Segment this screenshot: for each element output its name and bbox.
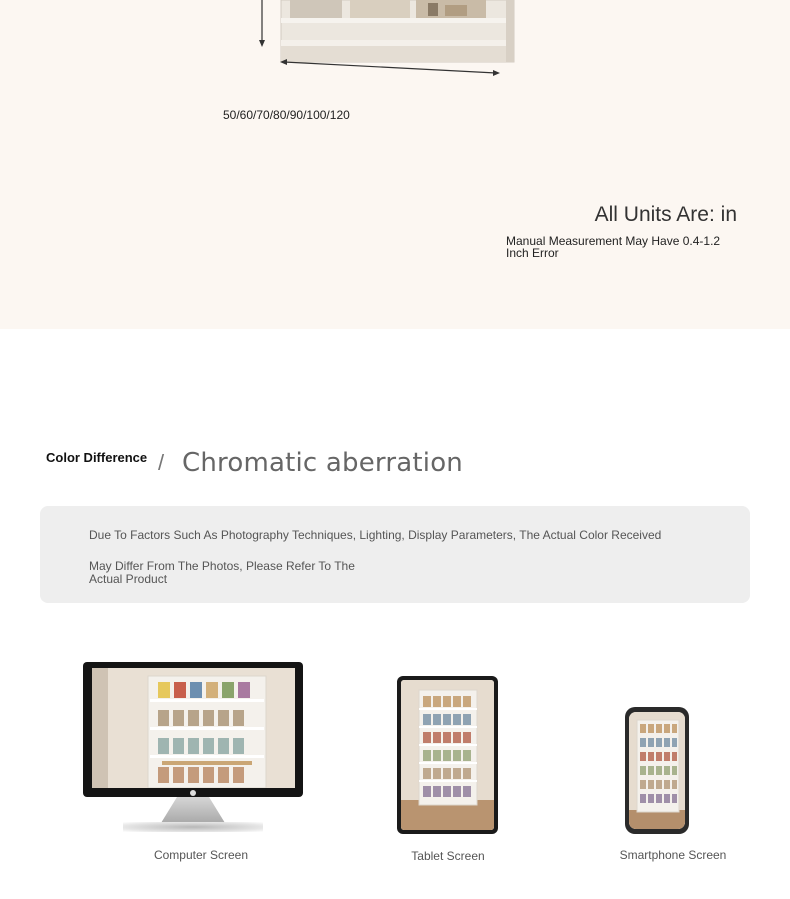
color-difference-label: Color Difference (46, 450, 148, 465)
monitor-screen-image (92, 668, 295, 788)
computer-screen-label: Computer Screen (153, 848, 249, 862)
apple-logo-icon (190, 790, 196, 796)
smartphone-screen-image (629, 712, 685, 829)
tablet-frame (397, 676, 498, 834)
chromatic-aberration-heading: Chromatic aberration (182, 448, 463, 478)
measurement-error-note: Manual Measurement May Have 0.4-1.2 Inch Error (506, 234, 721, 260)
color-notice-box (40, 506, 750, 603)
monitor-frame (83, 662, 303, 797)
tablet-icon (397, 676, 498, 834)
monitor-icon (83, 662, 303, 837)
monitor-stand (161, 797, 225, 823)
shelf-dimension-illustration (250, 0, 530, 85)
notice-text-line1: Due To Factors Such As Photography Techniques, Lighting, Display Parameters, The Actual Color Received (89, 528, 662, 542)
smartphone-screen-label: Smartphone Screen (619, 848, 727, 862)
heading-separator: / (158, 450, 165, 475)
notice-text-line2: May Differ From The Photos, Please Refer To The Actual Product (89, 559, 355, 586)
units-title: All Units Are: in (594, 203, 737, 226)
tablet-screen-image (401, 680, 494, 830)
monitor-base (123, 822, 263, 832)
tablet-screen-label: Tablet Screen (411, 849, 485, 863)
smartphone-icon (625, 707, 689, 834)
smartphone-frame (625, 707, 689, 834)
dimensions-panel (0, 0, 790, 329)
size-options-text: 50/60/70/80/90/100/120 (223, 108, 350, 122)
